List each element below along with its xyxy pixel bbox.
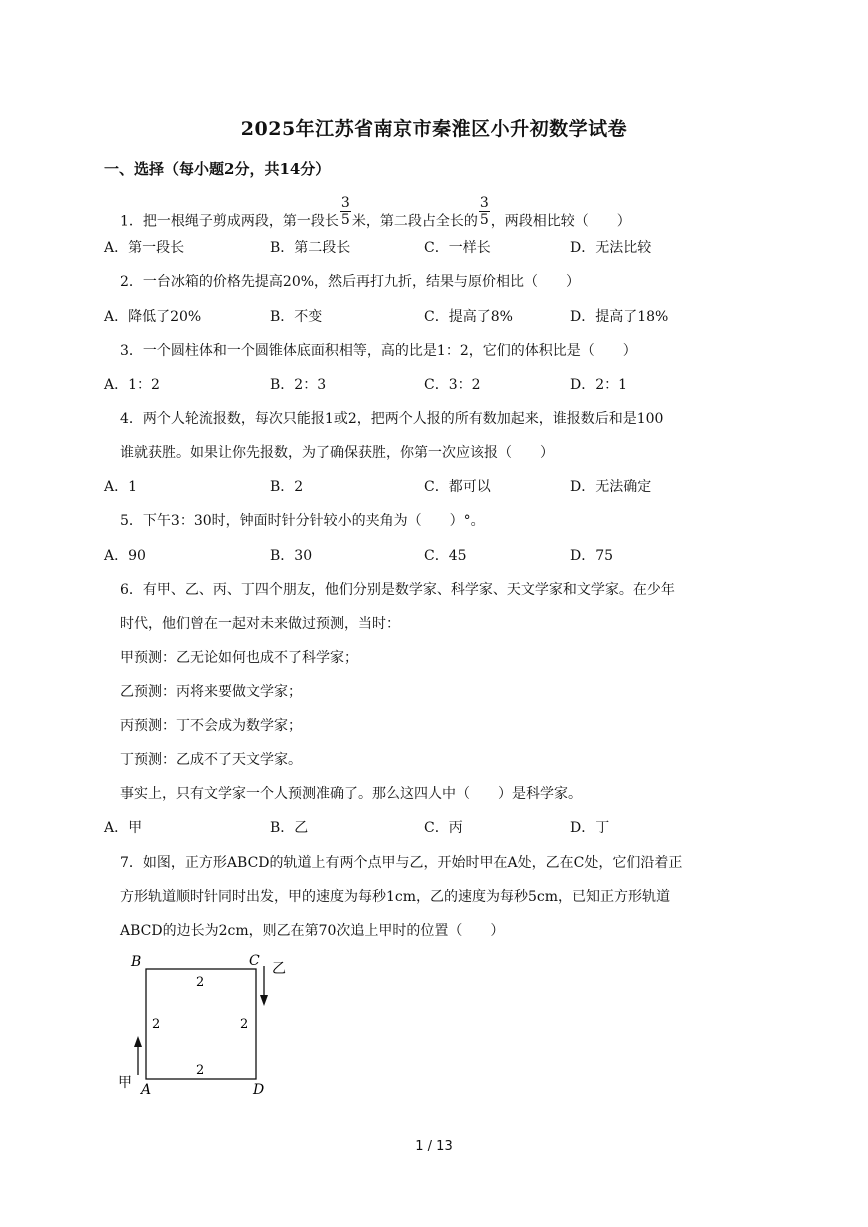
question-4-line-2: 谁就获胜。如果让你先报数，为了确保获胜，你第一次应该报（ ）: [120, 445, 554, 461]
q4-option-b: B．2: [270, 479, 304, 495]
q6-option-b: B．乙: [270, 820, 309, 836]
q2-option-b: B．不变: [270, 309, 323, 325]
q5-option-a: A．90: [104, 548, 146, 564]
question-3: 3．一个圆柱体和一个圆锥体底面积相等，高的比是1：2，它们的体积比是（ ）: [120, 343, 637, 359]
q6-option-a: A．甲: [104, 820, 143, 836]
q3-option-a: A．1：2: [104, 377, 160, 393]
square-track-diagram: [116, 950, 296, 1100]
q4-option-c: C．都可以: [424, 479, 491, 495]
q1-option-c: C．一样长: [424, 240, 491, 256]
q1-option-d: D．无法比较: [570, 240, 652, 256]
label-d: D: [253, 1082, 265, 1098]
q1-text-mid: 米，第二段占全长的: [351, 213, 478, 230]
question-2: 2．一台冰箱的价格先提高20%，然后再打九折，结果与原价相比（ ）: [120, 274, 581, 290]
q1-option-a: A．第一段长: [104, 240, 185, 256]
q5-option-b: B．30: [270, 548, 313, 564]
question-6-line-2: 时代，他们曾在一起对未来做过预测，当时：: [120, 616, 400, 632]
q3-option-d: D．2：1: [570, 377, 628, 393]
prediction-ding: 丁预测：乙成不了天文学家。: [120, 752, 302, 768]
q5-option-c: C．45: [424, 548, 467, 564]
side-left-length: 2: [152, 1017, 161, 1032]
label-jia: 甲: [118, 1075, 132, 1091]
prediction-yi: 乙预测：丙将来要做文学家；: [120, 684, 302, 700]
label-a: A: [141, 1082, 152, 1098]
q1-text-post: ，两段相比较（ ）: [490, 213, 631, 230]
prediction-jia: 甲预测：乙无论如何也成不了科学家；: [120, 650, 358, 666]
q5-option-d: D．75: [570, 548, 614, 564]
label-yi: 乙: [272, 961, 286, 977]
side-right-length: 2: [240, 1017, 249, 1032]
label-b: B: [131, 954, 142, 970]
side-top-length: 2: [196, 975, 205, 990]
question-6-line-1: 6．有甲、乙、丙、丁四个朋友，他们分别是数学家、科学家、天文学家和文学家。在少年: [120, 582, 675, 598]
question-5: 5．下午3：30时，钟面时针分针较小的夹角为（ ）°。: [120, 513, 485, 529]
page-title: 2025年江苏省南京市秦淮区小升初数学试卷: [240, 118, 628, 140]
q6-option-c: C．丙: [424, 820, 463, 836]
fraction-2: $\frac{3}{5}$: [479, 195, 489, 228]
q3-option-c: C．3：2: [424, 377, 481, 393]
prediction-bing: 丙预测：丁不会成为数学家；: [120, 718, 302, 734]
arrow-jia-head: [134, 1036, 142, 1047]
q2-option-a: A．降低了20%: [104, 309, 202, 325]
q4-option-d: D．无法确定: [570, 479, 652, 495]
arrow-yi-head: [260, 995, 268, 1006]
question-4-line-1: 4．两个人轮流报数，每次只能报1或2，把两个人报的所有数加起来，谁报数后和是100: [120, 411, 664, 427]
label-c: C: [249, 953, 260, 969]
q6-option-d: D．丁: [570, 820, 610, 836]
section-heading: 一、选择（每小题2分，共14分）: [104, 160, 331, 178]
q1-option-b: B．第二段长: [270, 240, 351, 256]
q4-option-a: A．1: [104, 479, 138, 495]
fraction-1: $\frac{3}{5}$: [340, 195, 350, 228]
q2-option-d: D．提高了18%: [570, 309, 669, 325]
question-7-line-1: 7．如图，正方形ABCD的轨道上有两个点甲与乙，开始时甲在A处，乙在C处，它们沿着正: [120, 855, 683, 871]
page-number: 1 / 13: [415, 1139, 453, 1154]
question-1: [120, 195, 631, 237]
q3-option-b: B．2：3: [270, 377, 327, 393]
question-6-line-3: 事实上，只有文学家一个人预测准确了。那么这四人中（ ）是科学家。: [120, 786, 582, 802]
side-bottom-length: 2: [196, 1063, 205, 1078]
q2-option-c: C．提高了8%: [424, 309, 513, 325]
question-7-line-3: ABCD的边长为2cm，则乙在第70次追上甲时的位置（ ）: [120, 923, 505, 939]
question-7-line-2: 方形轨道顺时针同时出发，甲的速度为每秒1cm，乙的速度为每秒5cm，已知正方形轨道: [120, 889, 671, 905]
q1-text-pre: 1．把一根绳子剪成两段，第一段长: [120, 213, 339, 230]
